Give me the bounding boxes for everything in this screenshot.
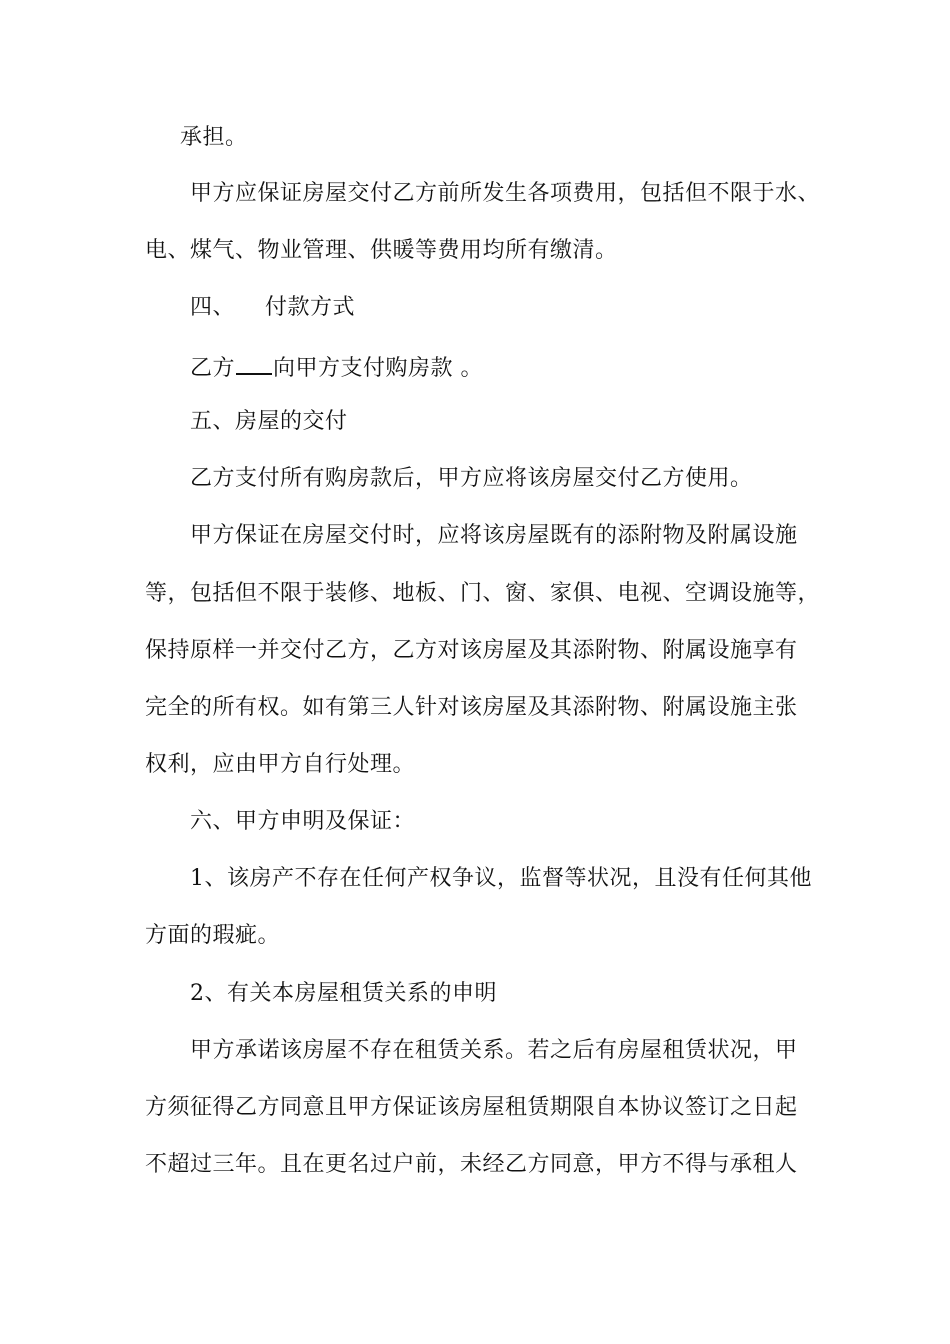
paragraph-line: 甲方承诺该房屋不存在租赁关系。若之后有房屋租赁状况，甲 bbox=[190, 1038, 798, 1063]
paragraph-line: 方面的瑕疵。 bbox=[145, 923, 281, 948]
paragraph-line: 等，包括但不限于装修、地板、门、窗、家俱、电视、空调设施等， bbox=[145, 581, 821, 606]
paragraph-line: 承担。 bbox=[180, 125, 248, 150]
paragraph-line: 乙方支付所有购房款后，甲方应将该房屋交付乙方使用。 bbox=[190, 466, 753, 491]
section-heading-6: 六、甲方申明及保证： bbox=[190, 809, 416, 834]
paragraph-line: 保持原样一并交付乙方，乙方对该房屋及其添附物、附属设施享有 bbox=[145, 638, 798, 663]
payment-line bbox=[190, 351, 483, 383]
paragraph-line: 电、煤气、物业管理、供暖等费用均所有缴清。 bbox=[145, 238, 618, 263]
payment-party: 乙方 bbox=[190, 356, 236, 381]
section-title: 付款方式 bbox=[265, 295, 356, 320]
section-number: 四、 bbox=[190, 295, 236, 320]
paragraph-line: 1、该房产不存在任何产权争议，监督等状况，且没有任何其他 bbox=[190, 866, 812, 891]
section-heading-5: 五、房屋的交付 bbox=[190, 409, 348, 434]
section-heading-4 bbox=[190, 294, 355, 322]
blank-field[interactable] bbox=[236, 351, 272, 375]
paragraph-line: 完全的所有权。如有第三人针对该房屋及其添附物、附属设施主张 bbox=[145, 695, 798, 720]
payment-text: 向甲方支付购房款 。 bbox=[273, 356, 484, 381]
paragraph-line: 权利，应由甲方自行处理。 bbox=[145, 752, 416, 777]
paragraph-line: 甲方应保证房屋交付乙方前所发生各项费用，包括但不限于水、 bbox=[190, 181, 821, 206]
paragraph-line: 甲方保证在房屋交付时，应将该房屋既有的添附物及附属设施 bbox=[190, 523, 798, 548]
subsection-heading: 2、有关本房屋租赁关系的申明 bbox=[190, 981, 497, 1006]
paragraph-line: 不超过三年。且在更名过户前，未经乙方同意，甲方不得与承租人 bbox=[145, 1152, 798, 1177]
paragraph-line: 方须征得乙方同意且甲方保证该房屋租赁期限自本协议签订之日起 bbox=[145, 1095, 798, 1120]
